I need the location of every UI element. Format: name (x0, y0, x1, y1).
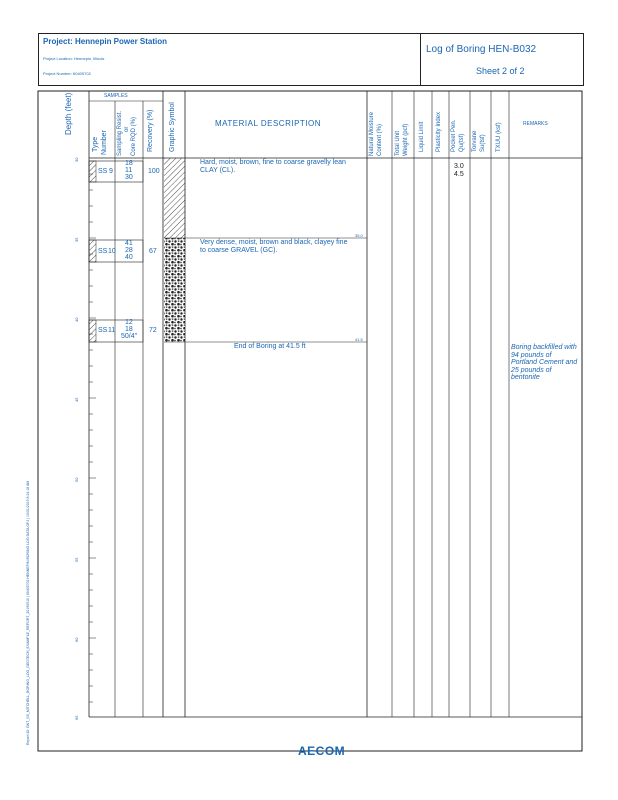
sampling-or-header: or (124, 126, 130, 132)
sample-number: 9 (109, 168, 113, 175)
depth-label: 30 (74, 157, 79, 162)
sample-blows: 41 (125, 240, 133, 247)
sample-blows: 50/4" (121, 333, 138, 340)
depth-label: 65 (74, 715, 79, 720)
sample-blows: 18 (125, 326, 133, 333)
samples-group-header: SAMPLES (104, 93, 128, 99)
depth-label: 45 (74, 397, 79, 402)
material-description: Very dense, moist, brown and black, clayey fine to coarse GRAVEL (GC). (200, 239, 348, 254)
project-title: Project: Hennepin Power Station (43, 37, 168, 46)
sample-type: SS (98, 327, 108, 334)
depth-label: 35 (74, 237, 79, 242)
project-location: Project Location: Hennepin, Illinois (43, 56, 105, 61)
depth-label: 50 (74, 477, 79, 482)
txuu-header: TXUU (ksf) (496, 122, 502, 152)
depth-label: 60 (74, 637, 79, 642)
sample-blows: 11 (125, 167, 133, 174)
liquid-limit-header: Liquid Limit (419, 121, 425, 152)
pocket-pen-value: 4.5 (454, 171, 464, 178)
torvane-header-2: Su(tsf) (480, 134, 486, 152)
sample-number: 11 (108, 327, 116, 334)
moisture-header-1: Natural Moisture (369, 111, 375, 156)
sample-blows: 12 (125, 319, 133, 326)
sampling-resist-header: Sampling Resist. (117, 110, 123, 156)
number-header: Number (101, 130, 108, 155)
pocket-pen-header-1: Pocket Pen. (451, 119, 457, 152)
sample-recovery: 67 (149, 248, 157, 255)
sample-recovery: 72 (149, 327, 157, 334)
torvane-header-1: Torvane (472, 130, 478, 152)
log-title: Log of Boring HEN-B032 (426, 44, 537, 55)
recovery-header: Recovery (%) (147, 109, 154, 152)
depth-header: Depth (feet) (64, 92, 73, 135)
depth-label: 55 (74, 557, 79, 562)
sample-type: SS (98, 248, 108, 255)
moisture-header-2: Content (%) (377, 123, 383, 156)
report-id-note: Report ID: GNT_SS_MITCHELL_BORING_LOG_GEOTECH_EXAMPLE_REPORT_20190910 | 60405702 HENNEPIN BORING LOG DATA.GPJ | 10/31/2019 8:24:18 AM (26, 480, 30, 745)
sample-blows: 40 (125, 254, 133, 261)
core-rqd-header: Core RQD (%) (131, 116, 137, 156)
pocket-pen-header-2: Qu(tsf) (459, 133, 465, 152)
material-description-header: MATERIAL DESCRIPTION (215, 119, 322, 128)
unit-weight-header-1: Total Unit (395, 130, 401, 156)
material-description: Hard, moist, brown, fine to coarse gravelly lean CLAY (CL). (200, 159, 346, 174)
sample-blows: 30 (125, 174, 133, 181)
end-of-boring-label: End of Boring at 41.5 ft (234, 343, 306, 350)
sample-blows: 28 (125, 247, 133, 254)
sample-recovery: 100 (148, 168, 160, 175)
remarks-header: REMARKS (523, 121, 548, 127)
unit-weight-header-2: Weight (pcf) (403, 123, 409, 156)
graphic-symbol-header: Graphic Symbol (169, 102, 176, 152)
project-number: Project Number: 60405702 (43, 71, 91, 76)
stratum-depth: 35.0 (355, 233, 363, 238)
aecom-logo: AECOM (298, 744, 346, 758)
sample-number: 10 (108, 248, 116, 255)
remarks-text: Boring backfilled with 94 pounds of Portland Cement and 25 pounds of bentonite (511, 344, 578, 381)
sheet-label: Sheet 2 of 2 (476, 66, 525, 76)
sample-type: SS (98, 168, 108, 175)
sample-blows: 18 (125, 160, 133, 167)
depth-label: 40 (74, 317, 79, 322)
pocket-pen-value: 3.0 (454, 163, 464, 170)
stratum-depth: 41.5 (355, 337, 363, 342)
type-header: Type (92, 136, 99, 152)
plasticity-index-header: Plasticity Index (436, 111, 442, 152)
